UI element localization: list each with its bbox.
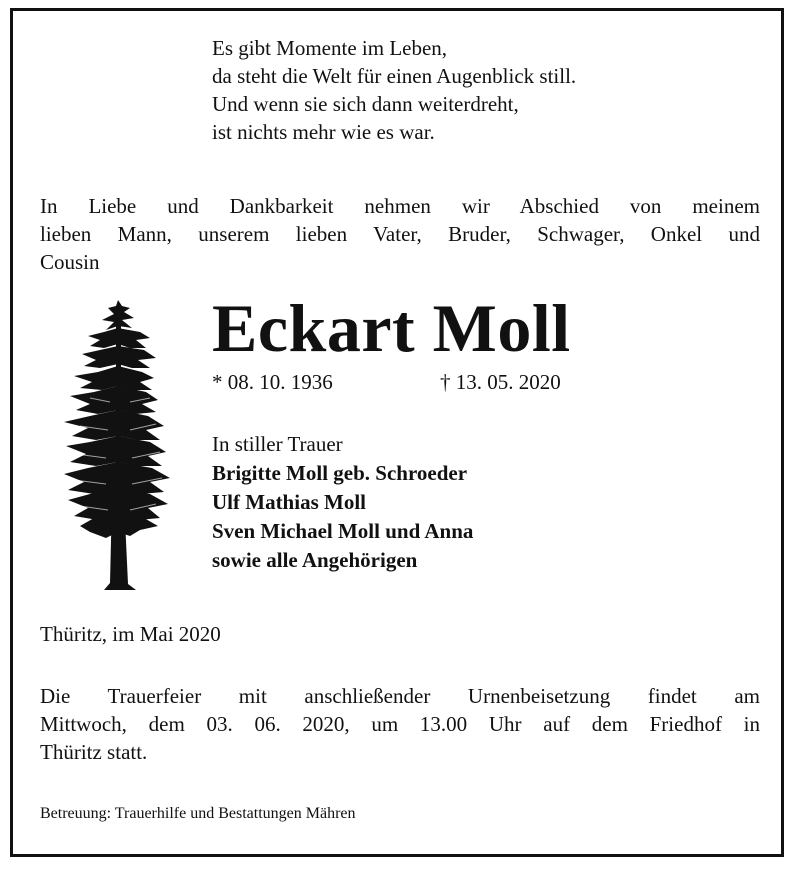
mourner-name: Sven Michael Moll und Anna (212, 519, 474, 543)
place-date: Thüritz, im Mai 2020 (40, 622, 221, 646)
farewell-intro (40, 192, 760, 276)
poem-line: Es gibt Momente im Leben, (212, 36, 448, 60)
fir-tree-icon (60, 298, 180, 592)
death-date: † 13. 05. 2020 (440, 370, 561, 394)
funeral-service-credit: Betreuung: Trauerhilfe und Bestattungen Mähren (40, 805, 356, 822)
intro-line: lieben Mann, unserem lieben Vater, Bruder, Schwager, Onkel und (40, 222, 760, 246)
funeral-line: Die Trauerfeier mit anschließender Urnenbeisetzung findet am (40, 684, 760, 708)
poem-line: ist nichts mehr wie es war. (212, 120, 435, 144)
memorial-poem (212, 34, 576, 146)
intro-line: Cousin (40, 250, 100, 274)
poem-line: Und wenn sie sich dann weiterdreht, (212, 92, 519, 116)
intro-line: In Liebe und Dankbarkeit nehmen wir Abschied von meinem (40, 194, 760, 218)
deceased-name: Eckart Moll (212, 290, 571, 366)
mourner-name: Brigitte Moll geb. Schroeder (212, 461, 468, 485)
funeral-line: Thüritz statt. (40, 740, 148, 764)
mourners-heading: In stiller Trauer (212, 432, 343, 456)
mourners-block (212, 430, 473, 575)
poem-line: da steht die Welt für einen Augenblick still. (212, 64, 577, 88)
birth-date: * 08. 10. 1936 (212, 370, 333, 394)
funeral-line: Mittwoch, dem 03. 06. 2020, um 13.00 Uhr auf dem Friedhof in (40, 712, 760, 736)
mourner-name: Ulf Mathias Moll (212, 490, 366, 514)
mourner-name: sowie alle Angehörigen (212, 548, 418, 572)
funeral-info (40, 682, 760, 766)
